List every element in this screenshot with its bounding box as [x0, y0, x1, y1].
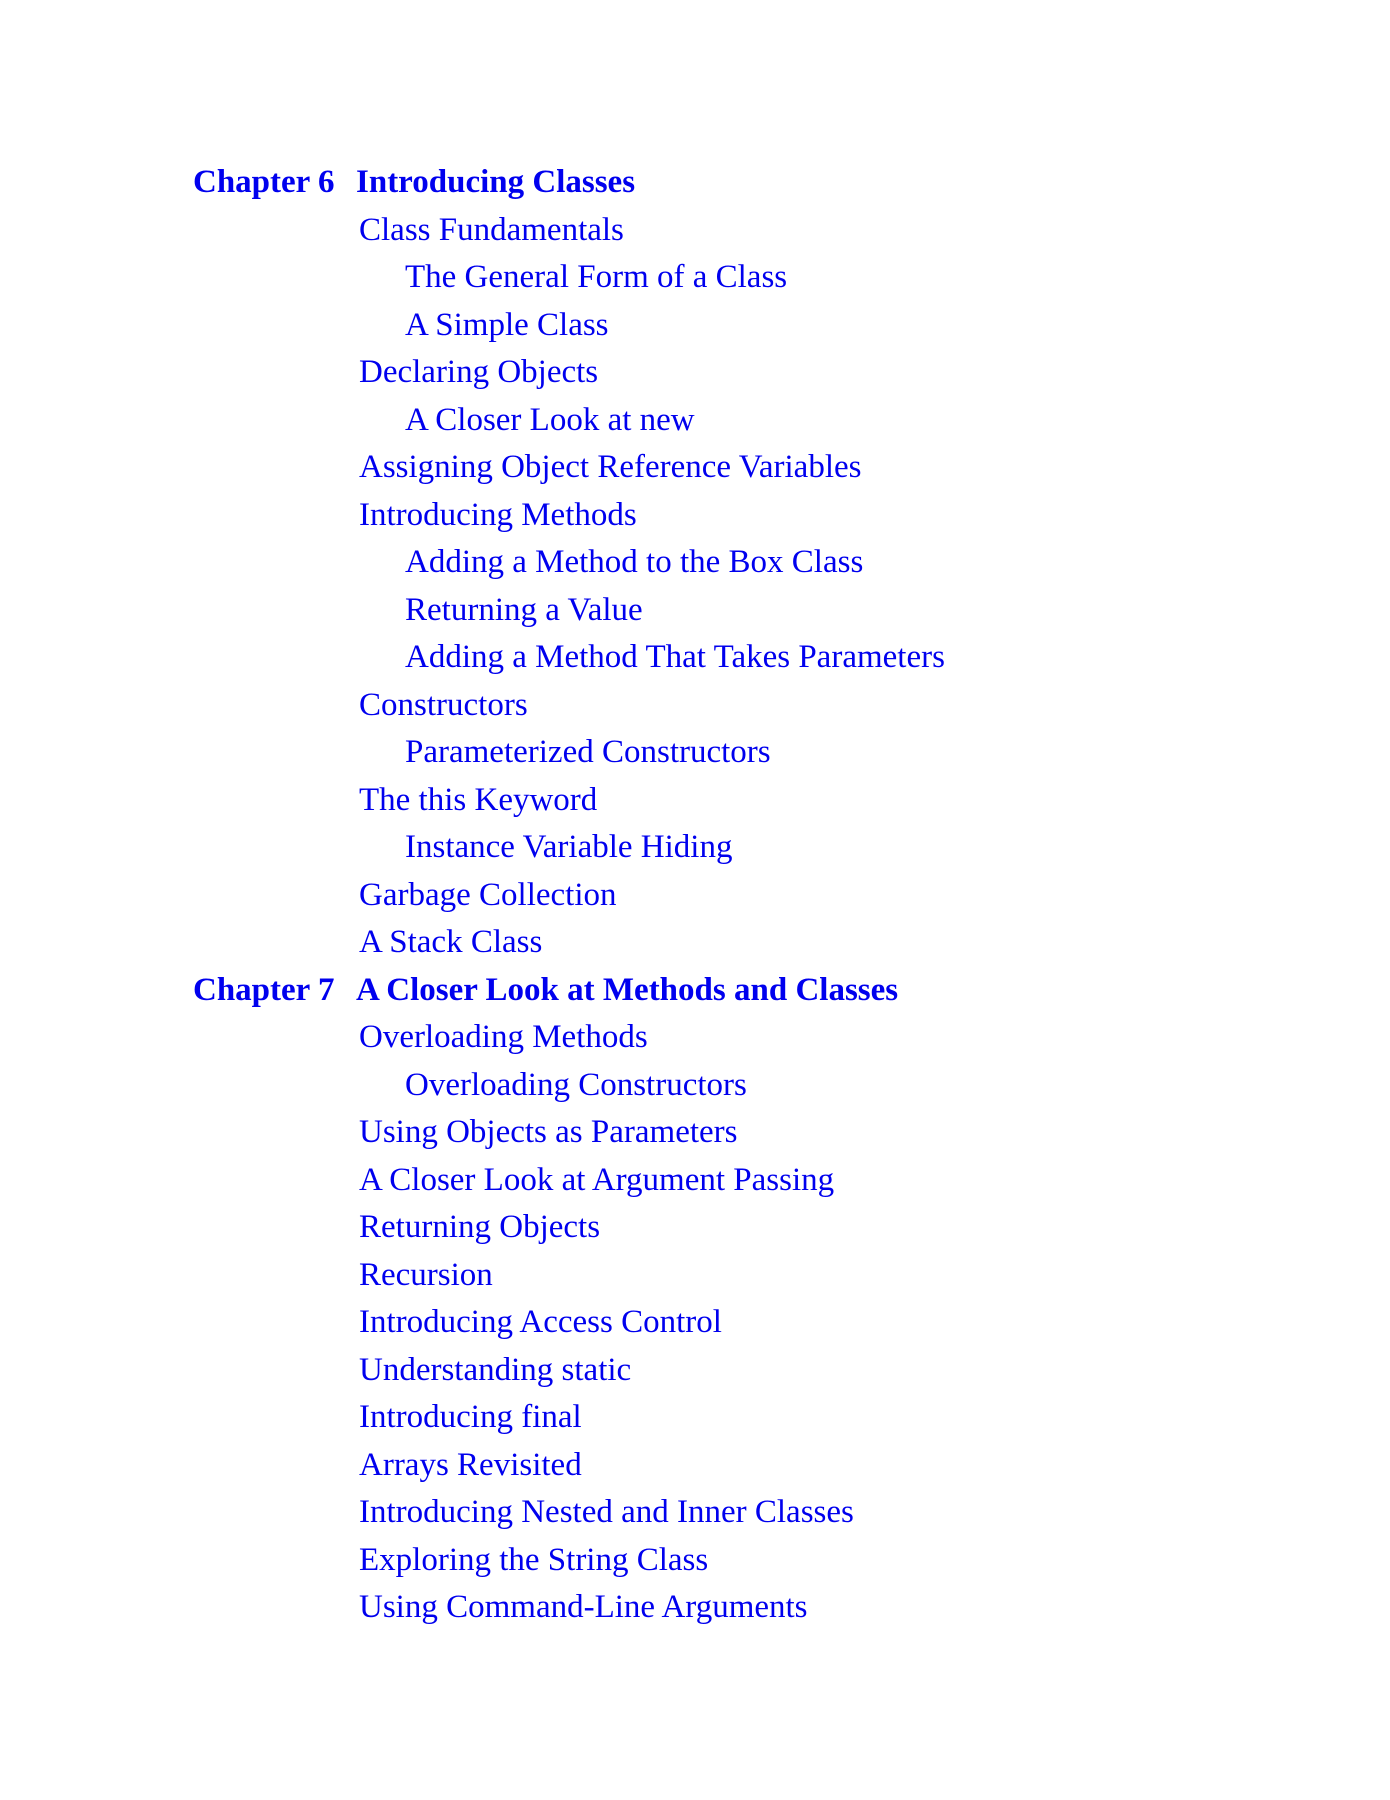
toc-link[interactable]: Using Command-Line Arguments [359, 1589, 808, 1625]
toc-chapter-7[interactable] [0, 970, 1390, 1018]
toc-entry [0, 1397, 1390, 1445]
table-of-contents [0, 162, 1390, 1635]
toc-entry [0, 1207, 1390, 1255]
toc-link[interactable]: Overloading Methods [359, 1019, 648, 1055]
chapter-title[interactable]: Introducing Classes [356, 164, 636, 200]
toc-link[interactable]: Garbage Collection [359, 876, 617, 913]
toc-subentry [0, 590, 1390, 638]
toc-subentry [0, 1065, 1390, 1113]
toc-link[interactable]: Recursion [359, 1256, 493, 1293]
chapter-number[interactable]: Chapter 7 [193, 971, 335, 1008]
toc-subentry [0, 542, 1390, 590]
toc-link[interactable]: Returning a Value [405, 591, 643, 628]
toc-link[interactable]: Returning Objects [359, 1209, 601, 1245]
toc-entry [0, 495, 1390, 543]
toc-subentry [0, 637, 1390, 685]
toc-subentry [0, 400, 1390, 448]
toc-entry [0, 1445, 1390, 1493]
toc-link[interactable]: Arrays Revisited [359, 1446, 582, 1483]
toc-link[interactable]: A Simple Class [405, 306, 609, 343]
toc-link[interactable]: Parameterized Constructors [405, 734, 771, 770]
toc-entry [0, 1587, 1390, 1635]
toc-subentry [0, 732, 1390, 780]
toc-entry [0, 210, 1390, 258]
toc-entry [0, 875, 1390, 923]
toc-entry [0, 1540, 1390, 1588]
toc-link[interactable]: Introducing Methods [359, 496, 637, 533]
toc-link[interactable]: Adding a Method to the Box Class [405, 544, 864, 580]
toc-entry [0, 780, 1390, 828]
chapter-title[interactable]: A Closer Look at Methods and Classes [356, 971, 899, 1008]
toc-entry [0, 1112, 1390, 1160]
toc-entry [0, 1160, 1390, 1208]
toc-link[interactable]: The this Keyword [359, 781, 598, 818]
toc-link[interactable]: Introducing Access Control [359, 1304, 722, 1340]
toc-entry [0, 1255, 1390, 1303]
toc-link[interactable]: Exploring the String Class [359, 1541, 709, 1578]
toc-link[interactable]: Using Objects as Parameters [359, 1114, 738, 1150]
toc-chapter-6[interactable] [0, 162, 1390, 210]
toc-link[interactable]: The General Form of a Class [405, 259, 788, 295]
toc-entry [0, 685, 1390, 733]
toc-entry [0, 352, 1390, 400]
toc-link[interactable]: A Stack Class [359, 924, 543, 960]
toc-link[interactable]: Constructors [359, 686, 528, 723]
toc-entry [0, 1492, 1390, 1540]
toc-entry [0, 1350, 1390, 1398]
toc-link[interactable]: Class Fundamentals [359, 211, 624, 248]
toc-entry [0, 922, 1390, 970]
toc-link[interactable]: Introducing final [359, 1399, 582, 1435]
toc-link[interactable]: Adding a Method That Takes Parameters [405, 639, 945, 675]
toc-link[interactable]: Declaring Objects [359, 354, 599, 390]
toc-entry [0, 447, 1390, 495]
toc-link[interactable]: A Closer Look at Argument Passing [359, 1161, 835, 1198]
toc-entry [0, 1017, 1390, 1065]
toc-subentry [0, 257, 1390, 305]
toc-link[interactable]: Introducing Nested and Inner Classes [359, 1494, 854, 1530]
chapter-number[interactable]: Chapter 6 [193, 164, 335, 200]
toc-link[interactable]: A Closer Look at new [405, 401, 695, 438]
toc-subentry [0, 305, 1390, 353]
toc-link[interactable]: Instance Variable Hiding [405, 829, 733, 865]
toc-link[interactable]: Overloading Constructors [405, 1066, 747, 1103]
toc-subentry [0, 827, 1390, 875]
toc-link[interactable]: Understanding static [359, 1351, 632, 1388]
toc-entry [0, 1302, 1390, 1350]
toc-link[interactable]: Assigning Object Reference Variables [359, 449, 862, 485]
